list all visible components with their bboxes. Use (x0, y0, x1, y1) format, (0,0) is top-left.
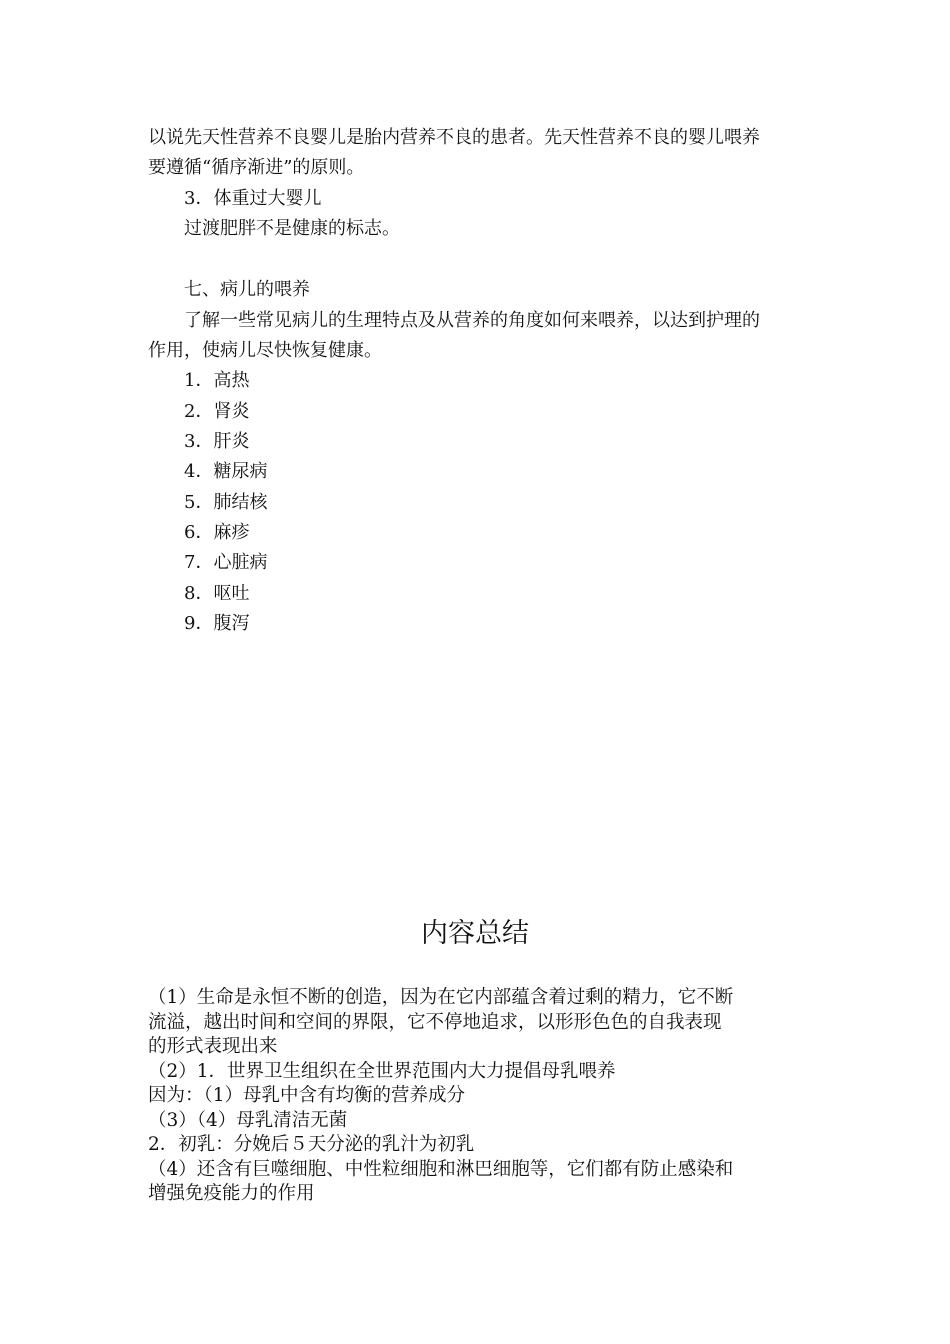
paragraph-line: 作用，使病儿尽快恢复健康。 (148, 340, 382, 361)
paragraph-line: 以说先天性营养不良婴儿是胎内营养不良的患者。先天性营养不良的婴儿喂养 (148, 127, 760, 148)
section-heading: 七、病儿的喂养 (184, 279, 310, 300)
list-item: 6．麻疹 (184, 522, 250, 543)
summary-line: 增强免疫能力的作用 (148, 1183, 315, 1204)
summary-line: 的形式表现出来 (148, 1036, 278, 1057)
list-item: 8．呕吐 (184, 583, 250, 604)
summary-line: （3）（4）母乳清洁无菌 (148, 1110, 348, 1131)
list-item: 1．高热 (184, 370, 250, 391)
summary-line: 流溢，越出时间和空间的界限，它不停地追求，以形形色色的自我表现 (148, 1012, 722, 1033)
paragraph-line: 过渡肥胖不是健康的标志。 (184, 218, 400, 239)
list-item: 3．肝炎 (184, 431, 250, 452)
list-item: 7．心脏病 (184, 552, 268, 573)
summary-line: （4）还含有巨噬细胞、中性粒细胞和淋巴细胞等，它们都有防止感染和 (148, 1159, 734, 1180)
list-item: 2．肾炎 (184, 401, 250, 422)
item-heading: 3．体重过大婴儿 (184, 188, 322, 209)
list-item: 5．肺结核 (184, 492, 268, 513)
summary-line: 2．初乳：分娩后５天分泌的乳汁为初乳 (148, 1134, 475, 1155)
paragraph-line: 要遵循“循序渐进”的原则。 (148, 157, 365, 178)
list-item: 4．糖尿病 (184, 461, 268, 482)
paragraph-line: 了解一些常见病儿的生理特点及从营养的角度如何来喂养，以达到护理的 (184, 310, 760, 331)
summary-line: （1）生命是永恒不断的创造，因为在它内部蕴含着过剩的精力，它不断 (148, 987, 734, 1008)
summary-line: （2）1．世界卫生组织在全世界范围内大力提倡母乳喂养 (148, 1061, 616, 1082)
summary-line: 因为：（1）母乳中含有均衡的营养成分 (148, 1085, 466, 1106)
list-item: 9．腹泻 (184, 613, 250, 634)
summary-title: 内容总结 (421, 918, 529, 949)
